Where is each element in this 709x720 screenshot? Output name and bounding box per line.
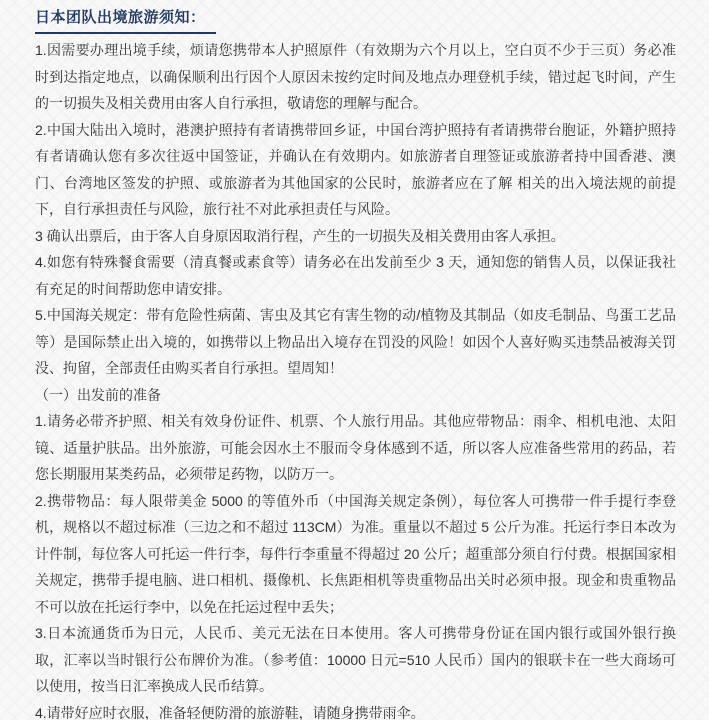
paragraph: 1.请务必带齐护照、相关有效身份证件、机票、个人旅行用品。其他应带物品：雨伞、相机电池、太阳镜、适量护肤品。出外旅游，可能会因水土不服而令身体感到不适，所以客人应准备些常用的药品，若您长期服用某类药品，必须带足药物，以防万一。 xyxy=(35,413,676,482)
paragraph: 2.携带物品：每人限带美金 5000 的等值外币（中国海关规定条例），每位客人可携带一件手提行李登机，规格以不超过标准（三边之和不超过 113CM）为准。重量以不超过 5 公斤为准。托运行李日本改为计件制，每位客人可托运一件行李，每件行李重量不得超过 20 公斤；超重部分须自行付费。根据国家相关规定，携带手提电脑、进口相机、摄像机、长焦距相机等贵重物品出关时必须申报。现金和贵重物品不可以放在托运行李中，以免在托运过程中丢失； xyxy=(35,492,676,615)
paragraph: 4.如您有特殊餐食需要（清真餐或素食等）请务必在出发前至少 3 天，通知您的销售人员，以保证我社有充足的时间帮助您申请安排。 xyxy=(35,254,676,297)
document-title: 日本团队出境旅游须知： xyxy=(35,5,216,34)
paragraph: 2.中国大陆出入境时，港澳护照持有者请携带回乡证，中国台湾护照持有者请携带台胞证，外籍护照持有者请确认您有多次往返中国签证，并确认在有效期内。如旅游者自理签证或旅游者持中国香港、澳门、台湾地区签发的护照、或旅游者为其他国家的公民时，旅游者应在了解 相关的出入境法规的前提下，自行承担责任与风险，旅行社不对此承担责任与风险。 xyxy=(35,121,676,217)
paragraph: 1.因需要办理出境手续，烦请您携带本人护照原件（有效期为六个月以上，空白页不少于三页）务必准时到达指定地点，以确保顺利出行因个人原因未按约定时间及地点办理登机手续，错过起飞时间，产生的一切损失及相关费用由客人自行承担，敬请您的理解与配合。 xyxy=(35,42,676,111)
paragraph: 3 确认出票后，由于客人自身原因取消行程，产生的一切损失及相关费用由客人承担。 xyxy=(35,227,565,244)
paragraph: （一）出发前的准备 xyxy=(35,386,161,403)
paragraph: 3.日本流通货币为日元，人民币、美元无法在日本使用。客人可携带身份证在国内银行或国外银行换取，汇率以当时银行公布牌价为准。（参考值：10000 日元=510 人民币）国内的银联卡在一些大商场可以使用，按当日汇率换成人民币结算。 xyxy=(35,625,676,694)
document-body xyxy=(35,37,676,720)
paragraph: 4.请带好应时衣服，准备轻便防滑的旅游鞋，请随身携带雨伞。 xyxy=(35,704,425,720)
paragraph: 5.中国海关规定：带有危险性病菌、害虫及其它有害生物的动/植物及其制品（如皮毛制品、鸟蛋工艺品等）是国际禁止出入境的，如携带以上物品出入境存在罚没的风险！如因个人喜好购买违禁品被海关罚没、拘留，全部责任由购买者自行承担。望周知！ xyxy=(35,307,676,376)
